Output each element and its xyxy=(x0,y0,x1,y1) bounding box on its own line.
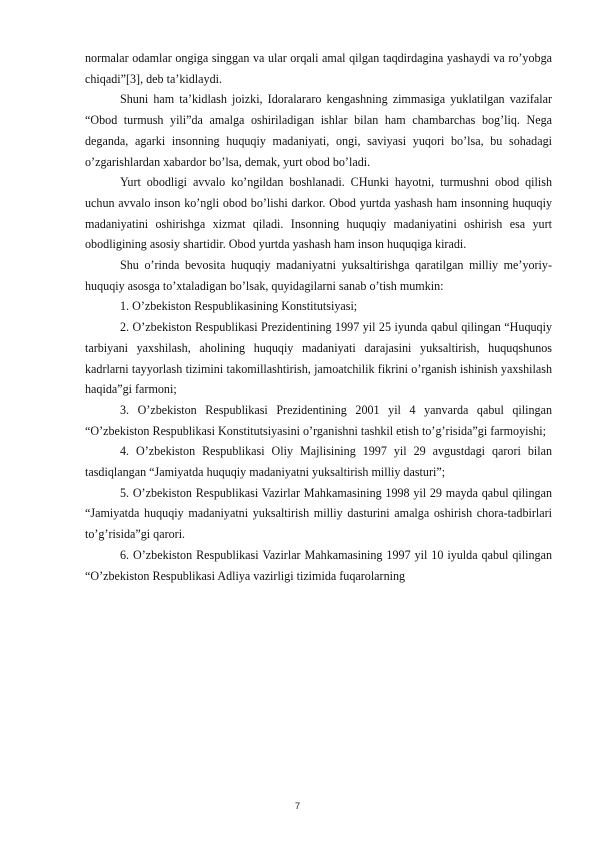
paragraph: Shuni ham ta’kidlash joizki, Idoralararo kengashning zimmasiga yuklatilgan vazifalar “Obod turmush yili”da amalga oshiriladigan ishlar bilan ham chambarchas bog’liq. Nega deganda, agarki insonning huquqiy madaniyati, ongi, saviyasi yuqori bo’lsa, bu sohadagi o’zgarishlardan xabardor bo’lsa, demak, yurt obod bo’ladi. xyxy=(85,92,552,169)
list-item: 5. O’zbekiston Respublikasi Vazirlar Mahkamasining 1998 yil 29 mayda qabul qilingan “Jamiyatda huquqiy madaniyatni yuksaltirish milliy dasturini amalga oshirish chora-tadbirlari to’g’risida”gi qarori. xyxy=(85,485,552,542)
paragraph-continuation: normalar odamlar ongiga singgan va ular orqali amal qilgan taqdirdagina yashaydi va ro’yobga chiqadi”[3], deb ta’kidlaydi. xyxy=(85,51,552,86)
list-item: 1. O’zbekiston Respublikasining Konstitutsiyasi; xyxy=(120,299,358,314)
list-item: 3. O’zbekiston Respublikasi Prezidentining 2001 yil 4 yanvarda qabul qilingan “O’zbekiston Respublikasi Konstitutsiyasini o’rganishni tashkil etish to’g’risida”gi farmoyishi; xyxy=(85,402,552,438)
paragraph: Yurt obodligi avvalo ko’ngildan boshlanadi. CHunki hayotni, turmushni obod qilish uchun avvalo inson ko’ngli obod bo’lishi darkor. Obod yurtda yashash ham insonning huquqiy madaniyatini oshirishga xizmat qiladi. Insonning huquqiy madaniyatini oshirish esa yurt obodligining asosiy shartidir. Obod yurtda yashash ham inson huquqiga kiradi. xyxy=(85,175,552,252)
body-text xyxy=(85,48,552,586)
page-number: 7 xyxy=(294,801,301,812)
list-item: 2. O’zbekiston Respublikasi Prezidentining 1997 yil 25 iyunda qabul qilingan “Huquqiy tarbiyani yaxshilash, aholining huquqiy madaniyati darajasini yuksaltirish, huquqshunos kadrlarni tayyorlash tizimini takomillashtirish, jamoatchilik fikrini o’rganish ishinish yaxshilash haqida”gi farmoni; xyxy=(85,320,552,397)
list-item: 4. O’zbekiston Respublikasi Oliy Majlisining 1997 yil 29 avgustdagi qarori bilan tasdiqlangan “Jamiyatda huquqiy madaniyatni yuksaltirish milliy dasturi”; xyxy=(85,444,552,480)
list-item: 6. O’zbekiston Respublikasi Vazirlar Mahkamasining 1997 yil 10 iyulda qabul qilingan “O’zbekiston Respublikasi Adliya vazirligi tizimida fuqarolarning xyxy=(85,547,552,583)
paragraph: Shu o’rinda bevosita huquqiy madaniyatni yuksaltirishga qaratilgan milliy me’yoriy-huquqiy asosga to’xtaladigan bo’lsak, quyidagilarni sanab o’tish mumkin: xyxy=(85,258,552,293)
